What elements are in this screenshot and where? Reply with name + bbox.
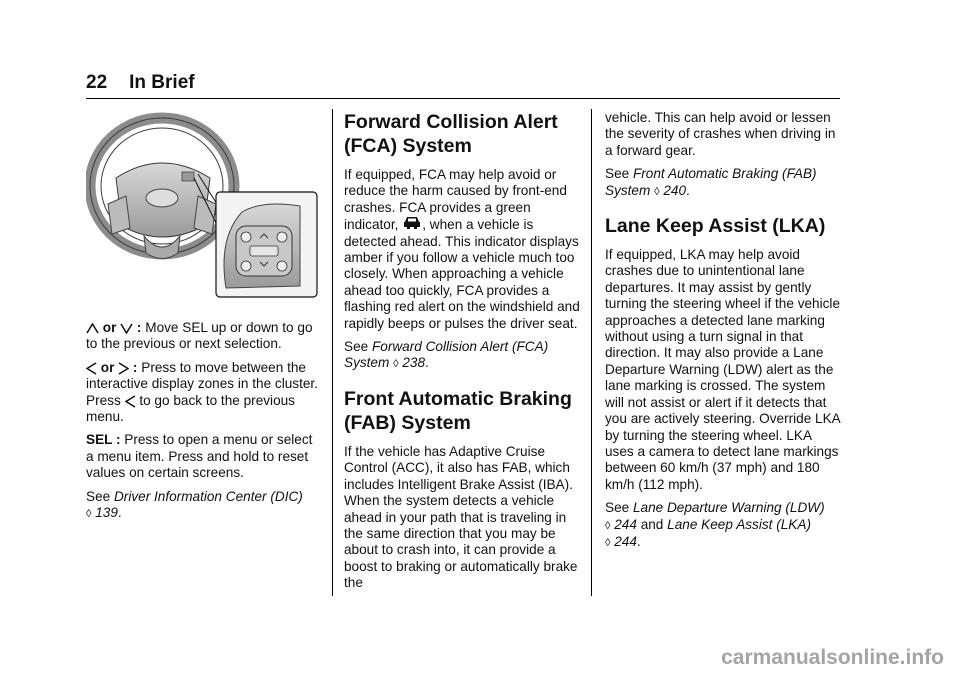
page-arrow-icon: ◊: [605, 536, 611, 549]
paragraph-fab: If the vehicle has Adaptive Cruise Control (ACC), it also has FAB, which includes Intelligent Brake Assist (IBA). When the system detects a vehicle ahead in your path that is traveling in the same direction that you may be about to crash into, it can provide a boost to braking or automatically brake the: [344, 443, 578, 591]
reference-link-lka[interactable]: Lane Keep Assist (LKA): [667, 516, 811, 532]
steering-wheel-drawing: [86, 108, 320, 303]
page-number: 22: [86, 72, 108, 93]
chevron-right-icon: [118, 362, 129, 375]
page-arrow-icon: ◊: [86, 508, 92, 521]
see-prefix: See: [344, 339, 369, 355]
chevron-left-icon: [86, 362, 97, 375]
heading-fab: Front Automatic Braking (FAB) System: [344, 387, 572, 434]
page-header: [86, 72, 195, 94]
fca-text-b: , when a vehicle is detected ahead. This indicator displays amber if you follow a vehicle much too closely. When approaching a vehicle ahead too quickly, FCA provides a flashing red alert on the windshield and rapidly beeps or pulses the driver seat.: [344, 217, 580, 331]
sel-key: SEL :: [86, 432, 121, 448]
page-reference[interactable]: 238: [402, 355, 426, 371]
page-reference-ldw[interactable]: 244: [614, 516, 637, 532]
paragraph-fab-cont: vehicle. This can help avoid or lessen the severity of crashes when driving in a forward gear.: [605, 110, 836, 158]
steering-wheel-illustration: [86, 108, 320, 303]
item3-text: Press to open a menu or select a menu item. Press and hold to reset values on certain screens.: [86, 432, 313, 481]
period: .: [636, 533, 641, 549]
keys-separator: :: [133, 320, 146, 335]
column-2: [344, 110, 584, 599]
see-reference-fab: [605, 166, 842, 200]
item2-text-a: Press to move between the interactive display zones in the cluster. Press: [86, 359, 318, 408]
vehicle-ahead-icon: [403, 216, 421, 230]
chevron-down-icon: [120, 323, 133, 334]
column-1: [86, 320, 320, 529]
paragraph-left-right: [86, 360, 320, 426]
fca-text-a: If equipped, FCA may help avoid or reduce the harm caused by front-end crashes. FCA provides a green indicator,: [344, 167, 567, 233]
see-reference-ldw-lka: [605, 500, 842, 551]
column-3: [605, 110, 842, 558]
heading-fca: Forward Collision Alert (FCA) System: [344, 111, 558, 157]
reference-link[interactable]: Forward Collision Alert (FCA) System: [344, 339, 549, 371]
page-arrow-icon: ◊: [393, 358, 399, 371]
page-reference-lka[interactable]: 244: [614, 533, 637, 549]
keys-or-2: or: [100, 359, 115, 375]
see-reference-fca: [344, 339, 584, 373]
reference-link-ldw[interactable]: Lane Departure Warning (LDW): [632, 500, 825, 516]
item2-text-b: to go back to the previous menu.: [86, 392, 295, 425]
column-divider-1: [332, 109, 333, 596]
period: .: [117, 505, 122, 521]
page-reference[interactable]: 139: [95, 505, 118, 521]
page-reference[interactable]: 240: [663, 182, 687, 198]
period: .: [686, 182, 690, 198]
section-title: In Brief: [129, 72, 195, 93]
paragraph-lka: If equipped, LKA may help avoid crashes due to unintentional lane departures. It may assist by gently turning the steering wheel if the vehicle approaches a detected lane marking without using a turn signal in that direction. It may also provide a Lane Departure Warning (LDW) alert as the lane marking is crossed. The system will not assist or alert if it detects that you are actively steering. Override LKA by turning the steering wheel. LKA uses a camera to detect lane markings between 60 km/h (37 mph) and 180 km/h (112 mph).: [605, 247, 841, 492]
reference-link[interactable]: Front Automatic Braking (FAB) System: [605, 166, 817, 198]
header-rule: [86, 98, 840, 99]
heading-lka: Lane Keep Assist (LKA): [605, 215, 826, 238]
item1-text: Move SEL up or down to go to the previous or next selection.: [86, 320, 313, 352]
paragraph-up-down: [86, 320, 320, 353]
keys-separator-2: :: [129, 359, 142, 375]
see-reference-dic: [86, 489, 320, 523]
column-divider-2: [591, 109, 592, 596]
paragraph-sel: [86, 432, 320, 481]
page-arrow-icon: ◊: [654, 185, 660, 198]
keys-or: or: [102, 320, 117, 335]
reference-link[interactable]: Driver Information Center (DIC): [113, 488, 303, 504]
see-prefix: See: [86, 488, 111, 504]
chevron-left-icon: [125, 395, 136, 408]
page-arrow-icon: ◊: [605, 519, 611, 532]
period: .: [425, 355, 429, 371]
see-prefix: See: [605, 500, 630, 516]
and-word: and: [640, 516, 664, 532]
see-prefix: See: [605, 166, 630, 182]
paragraph-fca: [344, 167, 584, 332]
chevron-up-icon: [86, 323, 99, 334]
site-watermark: carmanualsonline.info: [721, 646, 944, 669]
